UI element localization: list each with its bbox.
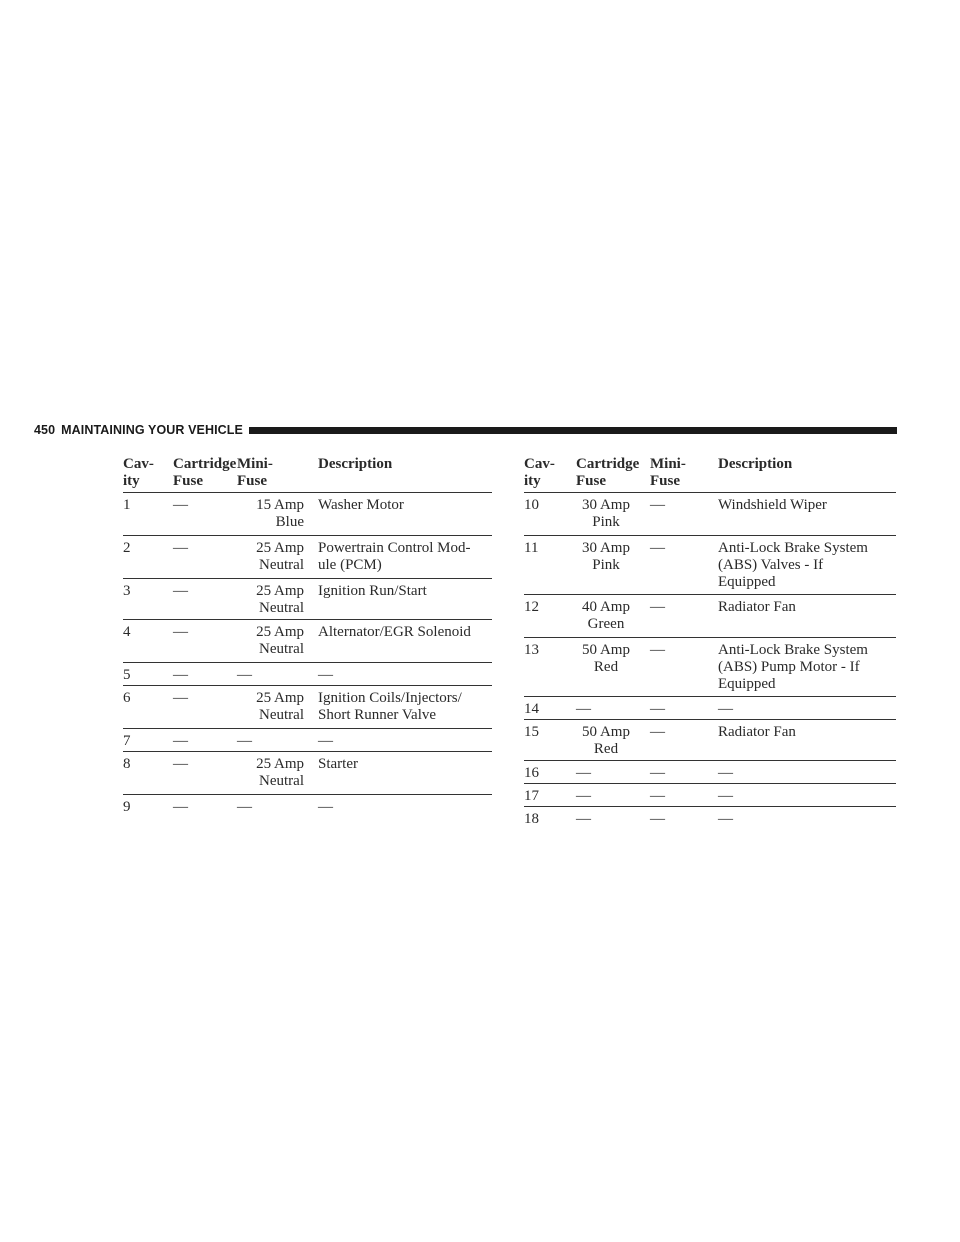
page-number: 450 (34, 423, 56, 437)
description-cell: Washer Motor (318, 497, 404, 513)
cartridge-cell: — (576, 765, 591, 781)
cartridge-cell: — (173, 690, 188, 706)
mini-fuse-cell: — (650, 599, 665, 615)
cavity-cell: 9 (123, 799, 131, 815)
table-header-row (123, 456, 492, 493)
table-row (524, 724, 896, 761)
header-mini-fuse: Mini- Fuse (237, 456, 273, 489)
table-row (524, 701, 896, 720)
cavity-cell: 6 (123, 690, 131, 706)
table-row (123, 733, 492, 752)
table-row (524, 599, 896, 638)
cavity-cell: 13 (524, 642, 539, 658)
cartridge-cell: — (173, 733, 188, 749)
table-row (123, 583, 492, 620)
cavity-cell: 10 (524, 497, 539, 513)
description-cell: Anti-Lock Brake System (ABS) Valves - If Equipped (718, 540, 868, 590)
description-cell: Starter (318, 756, 358, 772)
cartridge-cell: — (576, 811, 591, 827)
description-cell: Powertrain Control Mod- ule (PCM) (318, 540, 471, 573)
page-header (34, 422, 897, 438)
mini-fuse-cell: — (237, 733, 252, 749)
description-cell: — (718, 811, 733, 827)
table-row (524, 540, 896, 595)
header-description: Description (718, 456, 793, 472)
mini-fuse-cell: 25 Amp Neutral (256, 583, 304, 616)
table-row (524, 642, 896, 697)
mini-fuse-cell: 25 Amp Neutral (256, 624, 304, 657)
cartridge-cell: — (173, 799, 188, 815)
description-cell: Radiator Fan (718, 599, 796, 615)
mini-fuse-cell: — (650, 497, 665, 513)
mini-fuse-cell: 25 Amp Neutral (256, 540, 304, 573)
cavity-cell: 7 (123, 733, 131, 749)
description-cell: Anti-Lock Brake System (ABS) Pump Motor - If Equipped (718, 642, 868, 692)
mini-fuse-cell: — (650, 724, 665, 740)
description-cell: — (718, 788, 733, 804)
description-cell: — (718, 765, 733, 781)
cavity-cell: 2 (123, 540, 131, 556)
table-row (524, 811, 896, 829)
table-row (123, 540, 492, 579)
mini-fuse-cell: 15 Amp Blue (256, 497, 304, 530)
header-cartridge-fuse: Cartridge Fuse (576, 456, 640, 489)
cavity-cell: 4 (123, 624, 131, 640)
description-cell: Ignition Run/Start (318, 583, 427, 599)
mini-fuse-cell: — (237, 667, 252, 683)
cavity-cell: 8 (123, 756, 131, 772)
description-cell: — (318, 733, 333, 749)
description-cell: — (718, 701, 733, 717)
cartridge-cell: 30 Amp Pink (582, 497, 630, 530)
fuse-table-right (524, 456, 896, 829)
cavity-cell: 1 (123, 497, 131, 513)
cavity-cell: 15 (524, 724, 539, 740)
cavity-cell: 3 (123, 583, 131, 599)
table-row (123, 690, 492, 729)
description-cell: — (318, 667, 333, 683)
mini-fuse-cell: — (650, 788, 665, 804)
header-description: Description (318, 456, 393, 472)
cavity-cell: 11 (524, 540, 539, 556)
cavity-cell: 14 (524, 701, 539, 717)
mini-fuse-cell: — (650, 765, 665, 781)
cartridge-cell: — (576, 701, 591, 717)
mini-fuse-cell: — (650, 540, 665, 556)
header-cavity: Cav- ity (123, 456, 154, 489)
cavity-cell: 5 (123, 667, 131, 683)
header-cartridge-fuse: Cartridge Fuse (173, 456, 237, 489)
cartridge-cell: — (173, 667, 188, 683)
table-row (524, 497, 896, 536)
cavity-cell: 12 (524, 599, 539, 615)
cartridge-cell: — (576, 788, 591, 804)
section-title: MAINTAINING YOUR VEHICLE (61, 423, 243, 437)
cartridge-cell: — (173, 540, 188, 556)
table-row (123, 756, 492, 795)
fuse-table-left (123, 456, 492, 817)
mini-fuse-cell: 25 Amp Neutral (256, 756, 304, 789)
description-cell: Radiator Fan (718, 724, 796, 740)
table-header-row (524, 456, 896, 493)
header-rule (249, 427, 897, 434)
cartridge-cell: 50 Amp Red (582, 724, 630, 757)
cavity-cell: 18 (524, 811, 539, 827)
description-cell: Ignition Coils/Injectors/ Short Runner Valve (318, 690, 462, 723)
cartridge-cell: — (173, 497, 188, 513)
mini-fuse-cell: 25 Amp Neutral (256, 690, 304, 723)
cavity-cell: 16 (524, 765, 539, 781)
description-cell: Windshield Wiper (718, 497, 827, 513)
mini-fuse-cell: — (237, 799, 252, 815)
cartridge-cell: 50 Amp Red (582, 642, 630, 675)
table-row (123, 799, 492, 817)
table-row (123, 497, 492, 536)
cartridge-cell: 40 Amp Green (582, 599, 630, 632)
cavity-cell: 17 (524, 788, 539, 804)
mini-fuse-cell: — (650, 642, 665, 658)
table-row (524, 765, 896, 784)
header-mini-fuse: Mini- Fuse (650, 456, 686, 489)
table-row (123, 667, 492, 686)
table-row (123, 624, 492, 663)
table-row (524, 788, 896, 807)
mini-fuse-cell: — (650, 701, 665, 717)
description-cell: — (318, 799, 333, 815)
cartridge-cell: — (173, 583, 188, 599)
mini-fuse-cell: — (650, 811, 665, 827)
cartridge-cell: — (173, 756, 188, 772)
cartridge-cell: — (173, 624, 188, 640)
description-cell: Alternator/EGR Solenoid (318, 624, 471, 640)
cartridge-cell: 30 Amp Pink (582, 540, 630, 573)
header-cavity: Cav- ity (524, 456, 555, 489)
